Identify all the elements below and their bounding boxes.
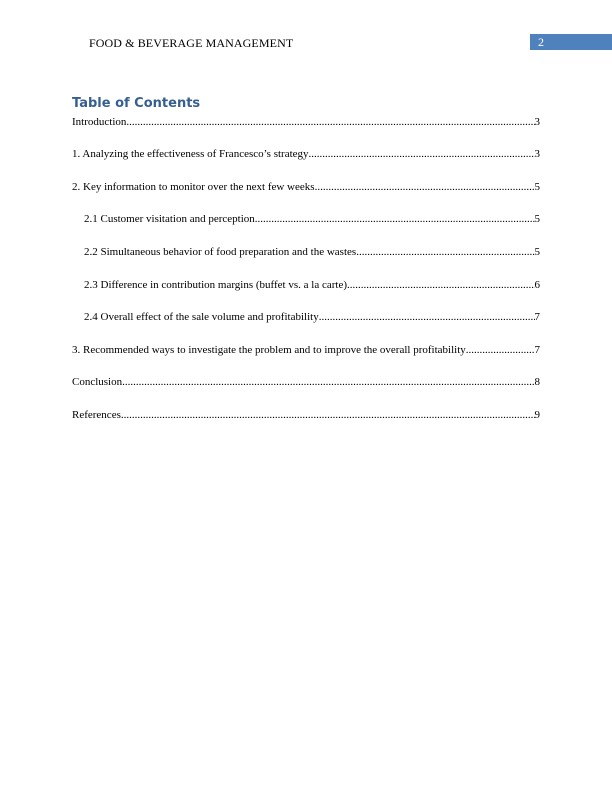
toc-entry-introduction[interactable] (72, 115, 540, 130)
toc-entry-section-2-1[interactable] (84, 212, 540, 227)
toc-entry-text: 2.1 Customer visitation and perception (84, 213, 255, 225)
toc-dot-leader (122, 375, 534, 390)
toc-dot-leader (347, 278, 535, 293)
running-header-title: FOOD & BEVERAGE MANAGEMENT (89, 36, 294, 50)
toc-entry-page: 5 (534, 246, 540, 258)
toc-dot-leader (121, 408, 535, 423)
toc-entry-text: References (72, 409, 121, 421)
toc-dot-leader (126, 115, 534, 130)
toc-entry-page: 6 (534, 279, 540, 291)
toc-entry-text: 2.4 Overall effect of the sale volume and profitability (84, 311, 319, 323)
toc-dot-leader (255, 212, 535, 227)
toc-entry-page: 7 (534, 344, 540, 356)
toc-entry-page: 5 (534, 213, 540, 225)
toc-entry-text: 2.2 Simultaneous behavior of food preparation and the wastes (84, 246, 357, 258)
toc-dot-leader (356, 245, 534, 260)
toc-dot-leader (319, 310, 535, 325)
toc-entry-text: Conclusion (72, 376, 123, 388)
toc-entry-section-2-4[interactable] (84, 310, 540, 325)
toc-entry-page: 9 (534, 409, 540, 421)
toc-entry-page: 3 (534, 116, 540, 128)
toc-entry-section-2-2[interactable] (84, 245, 540, 260)
toc-entry-text: 2. Key information to monitor over the next few weeks (72, 181, 315, 193)
toc-entry-text: 3. Recommended ways to investigate the problem and to improve the overall profitability (72, 344, 466, 356)
toc-entry-section-2-3[interactable] (84, 278, 540, 293)
toc-entry-page: 8 (534, 376, 540, 388)
toc-dot-leader (466, 343, 535, 358)
page-number-badge (530, 34, 612, 50)
toc-entry-page: 7 (534, 311, 540, 323)
toc-entry-text: 1. Analyzing the effectiveness of Francesco’s strategy (72, 148, 309, 160)
toc-entry-text: 2.3 Difference in contribution margins (buffet vs. a la carte) (84, 279, 347, 291)
toc-entry-page: 5 (534, 181, 540, 193)
toc-entry-section-3[interactable] (72, 343, 540, 358)
toc-dot-leader (315, 180, 535, 195)
toc-entry-conclusion[interactable] (72, 375, 540, 390)
toc-dot-leader (309, 147, 535, 162)
page-number: 2 (538, 35, 544, 49)
toc-entry-section-1[interactable] (72, 147, 540, 162)
toc-entry-references[interactable] (72, 408, 540, 423)
toc-entry-text: Introduction (72, 116, 127, 128)
toc-heading: Table of Contents (72, 96, 201, 111)
toc-entry-section-2[interactable] (72, 180, 540, 195)
toc-entry-page: 3 (534, 148, 540, 160)
